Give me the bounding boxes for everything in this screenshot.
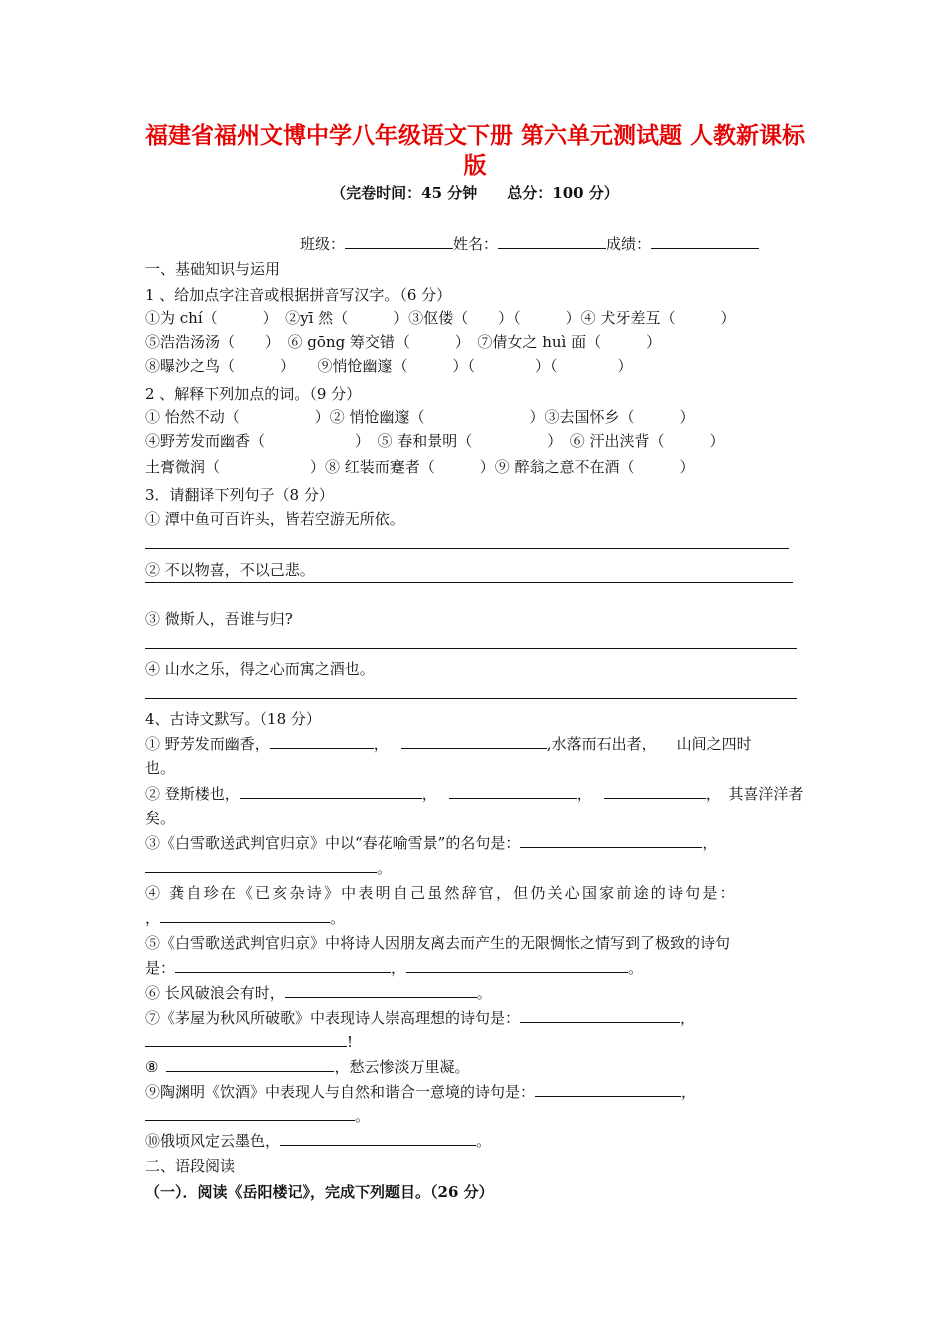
q4-item6-end: 。 (476, 984, 492, 1002)
q4-item5-cont (145, 957, 643, 979)
q4-item2-text: ② 登斯楼也， (145, 785, 240, 803)
q4-item5-blank1[interactable] (175, 957, 391, 973)
q4-item4: ④ 龚自珍在《已亥杂诗》中表明自己虽然辞官，但仍关心国家前途的诗句是： (145, 884, 737, 902)
q4-item2-blank2[interactable] (449, 783, 577, 799)
q3-answer-line2[interactable] (145, 582, 793, 583)
q1-row2: ⑤浩浩汤汤（ ） ⑥ gōng 筹交错（ ） ⑦倩女之 huì 面（ ） (145, 333, 662, 351)
q4-item7-sep: ， (680, 1009, 696, 1027)
q4-item1-sep: ， (373, 735, 389, 753)
q4-item7-cont (145, 1031, 353, 1053)
q4-item10-end: 。 (476, 1132, 492, 1150)
q4-item6 (145, 982, 492, 1004)
q2-row1: ① 怡然不动（ ）② 悄怆幽邃（ ）③去国怀乡（ ） (145, 408, 695, 426)
q4-item1-mid: ,水落而石出者， (546, 735, 657, 753)
q3-answer-line4[interactable] (145, 698, 797, 699)
q4-item3-blank1[interactable] (520, 832, 702, 848)
q4-item2-cont: 矣。 (145, 809, 176, 827)
q4-item10 (145, 1130, 491, 1152)
q4-item4-end: 。 (330, 909, 346, 927)
q4-item9-blank1[interactable] (535, 1081, 681, 1097)
q4-item9-cont (145, 1105, 370, 1127)
q4-item3 (145, 832, 717, 854)
q4-item9-end: 。 (355, 1107, 371, 1125)
q3-sentence2: ② 不以物喜，不以己悲。 (145, 561, 315, 579)
q4-item3-sep: ， (702, 834, 718, 852)
q2-prompt: 2 、解释下列加点的词。（9 分） (145, 385, 362, 403)
q4-item2-blank3[interactable] (604, 783, 706, 799)
page-title-continued: 版 (463, 153, 487, 179)
q4-item9-text: ⑨陶渊明《饮酒》中表现人与自然和谐合一意境的诗句是： (145, 1083, 536, 1101)
q4-item5-lead: 是： (145, 959, 176, 977)
q4-item1 (145, 733, 752, 755)
q4-item5-end: 。 (628, 959, 644, 977)
q4-item6-text: ⑥ 长风破浪会有时， (145, 984, 285, 1002)
q4-item1-end: 山间之四时 (676, 735, 752, 753)
q4-item8-num: ⑧ (145, 1058, 159, 1076)
q3-sentence4: ④ 山水之乐，得之心而寓之酒也。 (145, 660, 375, 678)
name-blank[interactable] (498, 233, 606, 249)
q4-item4-blank[interactable] (160, 907, 330, 923)
q4-item10-blank[interactable] (280, 1130, 476, 1146)
q1-prompt: 1 、给加点字注音或根据拼音写汉字。（6 分） (145, 286, 452, 304)
section2-part1-heading: （一）．阅读《岳阳楼记》，完成下列题目。（26 分） (145, 1183, 494, 1201)
q4-item8-blank[interactable] (166, 1056, 334, 1072)
q4-item3-cont (145, 857, 392, 879)
section2-heading: 二、语段阅读 (145, 1157, 236, 1175)
q4-item9 (145, 1081, 696, 1103)
q4-item5-blank2[interactable] (406, 957, 628, 973)
exam-subtitle: （完卷时间：45 分钟 总分：100 分） (331, 184, 619, 202)
q4-item4-sep: ， (145, 909, 161, 927)
q4-item10-text: ⑩俄顷风定云墨色， (145, 1132, 281, 1150)
q4-item3-blank2[interactable] (145, 857, 377, 873)
q4-item8-text: ，愁云惨淡万里凝。 (334, 1058, 470, 1076)
score-label: 成绩： (606, 235, 652, 253)
class-blank[interactable] (345, 233, 453, 249)
section1-heading: 一、基础知识与运用 (145, 260, 281, 278)
q4-item8 (145, 1056, 469, 1078)
q4-item9-sep: ， (681, 1083, 697, 1101)
q3-answer-line1[interactable] (145, 548, 789, 549)
q4-item1-gap (661, 734, 673, 749)
q4-item1-cont: 也。 (145, 759, 176, 777)
page-title: 福建省福州文博中学八年级语文下册 第六单元测试题 人教新课标 (144, 123, 805, 149)
q4-item7 (145, 1007, 695, 1029)
q4-item7-blank2[interactable] (145, 1031, 347, 1047)
q4-item2 (145, 783, 803, 805)
q3-prompt: 3．请翻译下列句子（8 分） (145, 486, 334, 504)
q2-row2: ④野芳发而幽香（ ） ⑤ 春和景明（ ） ⑥ 汗出浃背（ ） (145, 432, 725, 450)
q3-sentence3: ③ 微斯人，吾谁与归? (145, 610, 293, 628)
q3-sentence1: ① 潭中鱼可百许头，皆若空游无所依。 (145, 510, 405, 528)
q3-answer-line3[interactable] (145, 648, 797, 649)
q4-item6-blank[interactable] (285, 982, 477, 998)
q4-item1-blank2[interactable] (401, 733, 547, 749)
q4-item2-blank1[interactable] (240, 783, 422, 799)
q4-item7-end: ! (347, 1033, 354, 1051)
q4-item3-end: 。 (377, 859, 393, 877)
q4-item9-blank2[interactable] (145, 1105, 355, 1121)
score-blank[interactable] (651, 233, 759, 249)
name-label: 姓名： (453, 235, 499, 253)
class-label: 班级： (300, 235, 346, 253)
q4-item5-sep: ， (391, 959, 407, 977)
q4-item3-text: ③《白雪歌送武判官归京》中以“春花喻雪景”的名句是： (145, 834, 521, 852)
q4-item2-sep1: ， (421, 785, 437, 803)
q4-item4-cont (145, 907, 345, 929)
q4-item2-sep2: ， (576, 785, 592, 803)
q4-item7-blank1[interactable] (520, 1007, 680, 1023)
student-info-row (300, 233, 759, 255)
q1-row1: ①为 chí（ ） ②yī 然（ ）③伛偻（ ）（ ）④ 犬牙差互（ ） (145, 309, 736, 327)
q4-item7-text: ⑦《茅屋为秋风所破歌》中表现诗人崇高理想的诗句是： (145, 1009, 521, 1027)
q4-item1-text: ① 野芳发而幽香， (145, 735, 270, 753)
q4-item5: ⑤《白雪歌送武判官归京》中将诗人因朋友离去而产生的无限惆怅之情写到了极致的诗句 (145, 934, 731, 952)
q4-item2-end: ， 其喜洋洋者 (705, 785, 804, 803)
q4-item1-blank1[interactable] (270, 733, 374, 749)
q4-prompt: 4、古诗文默写。（18 分） (145, 710, 321, 728)
q1-row3: ⑧曝沙之鸟（ ） ⑨悄怆幽邃（ ）（ ）（ ） (145, 357, 633, 375)
q2-row3: 土膏微润（ ）⑧ 红装而蹇者（ ）⑨ 醉翁之意不在酒（ ） (145, 458, 695, 476)
